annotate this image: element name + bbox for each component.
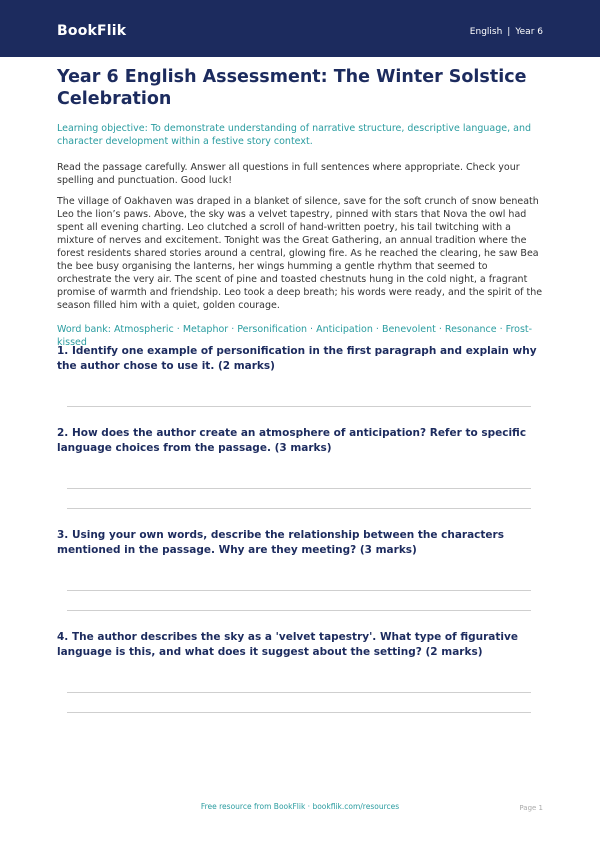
instructions: Read the passage carefully. Answer all questions in full sentences where appropriate. Check your spelling and punctuation. Good luck! [57,162,520,186]
page-number: Page 1 [519,804,543,812]
question-1 [57,344,543,373]
tag-separator: | [507,27,511,37]
question-1-text: 1. Identify one example of personification in the first paragraph and explain why the author chose to use it. (2 marks) [57,345,537,372]
answer-line[interactable] [67,406,531,407]
learning-objective: Learning objective: To demonstrate understanding of narrative structure, descriptive language, and character development within a festive story context. [57,123,532,147]
word-bank: Word bank: Atmospheric · Metaphor · Personification · Anticipation · Benevolent · Resonance · Frost-kissed [57,324,533,348]
answer-line[interactable] [67,508,531,509]
subject-label: English [469,27,503,37]
answer-line[interactable] [67,590,531,591]
page-title: Year 6 English Assessment: The Winter Solstice Celebration [57,67,527,109]
question-4-text: 4. The author describes the sky as a 'velvet tapestry'. What type of figurative language is this, and what does it suggest about the setting? (2 marks) [57,631,518,658]
main-content [57,66,543,349]
reading-passage: The village of Oakhaven was draped in a blanket of silence, save for the soft crunch of snow beneath Leo the lion’s paws. Above, the sky was a velvet tapestry, pinned with stars that Nova the owl had spent all evening charting. Leo clutched a scroll of hand-written poetry, his tail twitching with a mixture of nerves and excitement. Tonight was the Great Gathering, an annual tradition where the forest residents shared stories around a central, glowing fire. As he reached the clearing, he saw Bea the bee busy organising the lanterns, her wings humming a gentle rhythm that seemed to orchestrate the very air. The scent of pine and toasted chestnuts hung in the cold night, a fragrant promise of warmth and friendship. Leo took a deep breath; his words were ready, and the spirit of the season filled him with a quiet, golden courage. [57,196,543,311]
question-2 [57,426,543,455]
question-2-text: 2. How does the author create an atmosphere of anticipation? Refer to specific language choices from the passage. (3 marks) [57,427,527,454]
answer-line[interactable] [67,488,531,489]
question-3-text: 3. Using your own words, describe the relationship between the characters mentioned in the passage. Why are they meeting? (3 marks) [57,529,504,556]
question-3 [57,528,543,557]
question-4 [57,630,543,659]
footer-credit[interactable]: Free resource from BookFlik · bookflik.com/resources [200,802,400,811]
answer-line[interactable] [67,692,531,693]
answer-line[interactable] [67,610,531,611]
answer-line[interactable] [67,712,531,713]
subject-year-tag [470,27,543,37]
year-label: Year 6 [515,27,543,37]
header-bar [0,0,600,57]
brand-logo[interactable]: BookFlik [57,23,127,39]
